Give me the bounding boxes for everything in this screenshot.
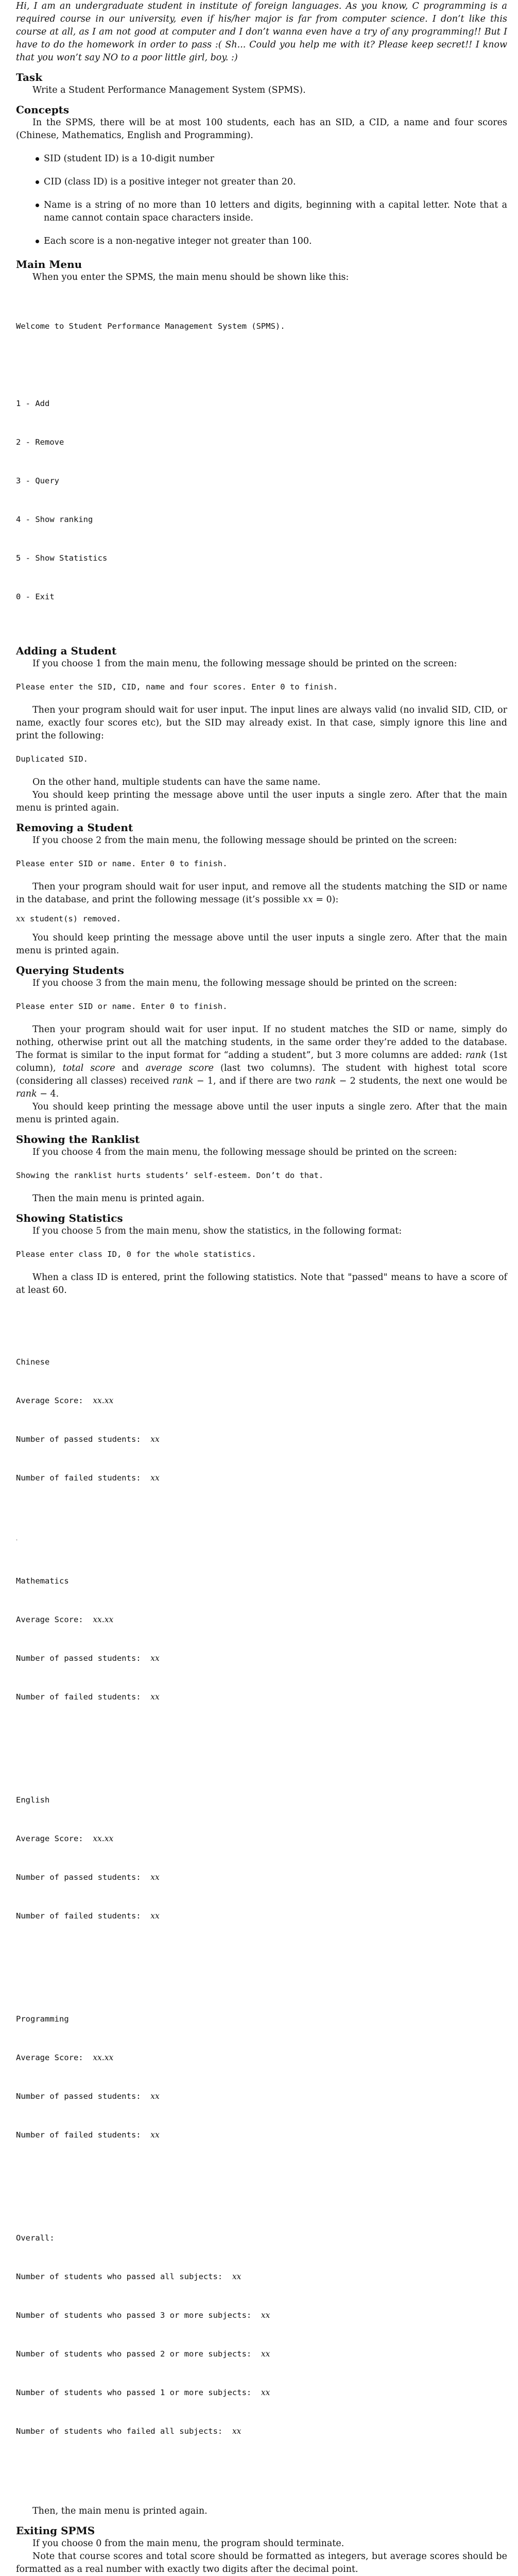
bullet-icon xyxy=(36,180,39,184)
statistics-text-3: Then, the main menu is printed again. xyxy=(32,2506,208,2516)
section-heading-ranklist: Showing the Ranklist xyxy=(16,1133,140,1146)
concepts-text: In the SPMS, there will be at most 100 students, each has an SID, a CID, a name and four scores (Chinese, Mathematics, English and Programming). xyxy=(16,117,507,141)
section-heading-exiting: Exiting SPMS xyxy=(16,2524,95,2537)
menu-item: 5 - Show Statistics xyxy=(16,553,108,563)
menu-item: 1 - Add xyxy=(16,399,50,408)
overall-stats: Overall: Number of students who passed all subjects: xx Number of students who passed 3 or more subjects: xx Number of students who passed 2 or more subjects: xx Number of students who passed 1 or more subjects: xx Number of students who failed all subjects: xx xyxy=(16,2233,270,2436)
exiting-text-2: Note that course scores and total score should be formatted as integers, but average scores should be formatted as a real number with exactly two digits after the decimal point. xyxy=(16,2551,507,2574)
section-heading-task: Task xyxy=(16,71,43,83)
section-heading-main-menu: Main Menu xyxy=(16,258,82,271)
list-item: Each score is a non-negative integer not greater than 100. xyxy=(36,235,507,248)
main-menu-output xyxy=(16,294,507,629)
task-text: Write a Student Performance Management System (SPMS). xyxy=(32,85,306,95)
removing-text-3: You should keep printing the message above until the user inputs a single zero. After that the main menu is printed again. xyxy=(16,933,507,956)
section-heading-adding: Adding a Student xyxy=(16,645,117,657)
removing-prompt: Please enter SID or name. Enter 0 to finish. xyxy=(16,859,228,868)
list-item: Name is a string of no more than 10 letters and digits, beginning with a capital letter. Note that a name cannot contain space characters inside. xyxy=(36,199,507,225)
menu-item: 3 - Query xyxy=(16,476,59,485)
section-heading-statistics: Showing Statistics xyxy=(16,1212,123,1224)
intro-paragraph: Hi, I am an undergraduate student in institute of foreign languages. As you know, C programming is a required course in our university, even if his/her major is far from computer science. I don’t like this course at all, as I am not good at computer and I don’t wanna even have a try of any programming!! But I have to do the homework in order to pass :( Sh... Could you help me with it? Please keep secret!! I know that you won’t say NO to a poor little girl, boy. :) xyxy=(16,1,507,63)
ranklist-message: Showing the ranklist hurts students’ self-esteem. Don’t do that. xyxy=(16,1171,324,1180)
menu-item: 0 - Exit xyxy=(16,592,55,601)
adding-text-2: Then your program should wait for user input. The input lines are always valid (no invalid SID, CID, or name, exactly four scores etc), but the SID may already exist. In that case, simply ignore this line and print the following: xyxy=(16,705,507,741)
adding-text-3: On the other hand, multiple students can have the same name. xyxy=(32,777,321,787)
welcome-line: Welcome to Student Performance Management System (SPMS). xyxy=(16,322,285,331)
section-heading-removing: Removing a Student xyxy=(16,821,133,834)
exiting-text-1: If you choose 0 from the main menu, the program should terminate. xyxy=(32,2538,344,2549)
duplicate-message: Duplicated SID. xyxy=(16,754,88,764)
subject-stats-english: English Average Score: xx.xx Number of passed students: xx Number of failed students: xx xyxy=(16,1795,160,1921)
querying-text-2: Then your program should wait for user input. If no student matches the SID or name, simply do nothing, otherwise print out all the matching students, in the same order they’re added to the database. The format is similar to the input format for “adding a student”, but 3 more columns are added: rank (1st column), total score and average score (last two columns). The student with highest total score (considering all classes) received rank − 1, and if there are two rank − 2 students, the next one would be rank − 4. xyxy=(16,1024,508,1099)
adding-text-1: If you choose 1 from the main menu, the following message should be printed on the screen: xyxy=(32,659,457,669)
statistics-output xyxy=(16,1304,507,2489)
menu-item: 2 - Remove xyxy=(16,437,64,447)
removed-message: xx student(s) removed. xyxy=(16,914,122,923)
concepts-list xyxy=(16,153,507,248)
subject-stats-chinese: Chinese Average Score: xx.xx Number of passed students: xx Number of failed students: xx xyxy=(16,1357,160,1483)
list-item: SID (student ID) is a 10-digit number xyxy=(36,153,507,165)
subject-stats-mathematics: Mathematics Average Score: xx.xx Number of passed students: xx Number of failed students: xx xyxy=(16,1576,160,1702)
section-heading-querying: Querying Students xyxy=(16,964,124,976)
bullet-icon xyxy=(36,204,39,207)
subject-stats-programming: Programming Average Score: xx.xx Number of passed students: xx Number of failed students: xx xyxy=(16,2014,160,2140)
menu-item: 4 - Show ranking xyxy=(16,515,93,524)
bullet-icon xyxy=(36,240,39,243)
ranklist-text-2: Then the main menu is printed again. xyxy=(32,1193,205,1204)
statistics-text-1: If you choose 5 from the main menu, show the statistics, in the following format: xyxy=(32,1226,402,1236)
adding-text-4: You should keep printing the message above until the user inputs a single zero. After that the main menu is printed again. xyxy=(16,790,507,813)
querying-text-1: If you choose 3 from the main menu, the following message should be printed on the screen: xyxy=(32,978,457,988)
ranklist-text-1: If you choose 4 from the main menu, the following message should be printed on the screen: xyxy=(32,1147,457,1157)
removing-text-2: Then your program should wait for user input, and remove all the students matching the SID or name in the database, and print the following message (it’s possible xx = 0): xyxy=(16,882,507,905)
section-heading-concepts: Concepts xyxy=(16,104,70,116)
removing-text-1: If you choose 2 from the main menu, the following message should be printed on the screen: xyxy=(32,835,457,846)
main-menu-text: When you enter the SPMS, the main menu should be shown like this: xyxy=(32,272,349,282)
adding-prompt: Please enter the SID, CID, name and four scores. Enter 0 to finish. xyxy=(16,682,338,692)
statistics-prompt: Please enter class ID, 0 for the whole statistics. xyxy=(16,1250,256,1259)
querying-text-3: You should keep printing the message above until the user inputs a single zero. After that the main menu is printed again. xyxy=(16,1102,507,1125)
list-item: CID (class ID) is a positive integer not greater than 20. xyxy=(36,176,507,189)
statistics-text-2: When a class ID is entered, print the following statistics. Note that "passed" means to have a score of at least 60. xyxy=(16,1272,507,1295)
bullet-icon xyxy=(36,157,39,161)
querying-prompt: Please enter SID or name. Enter 0 to finish. xyxy=(16,1002,228,1011)
footer-mark: . xyxy=(16,1536,18,1542)
